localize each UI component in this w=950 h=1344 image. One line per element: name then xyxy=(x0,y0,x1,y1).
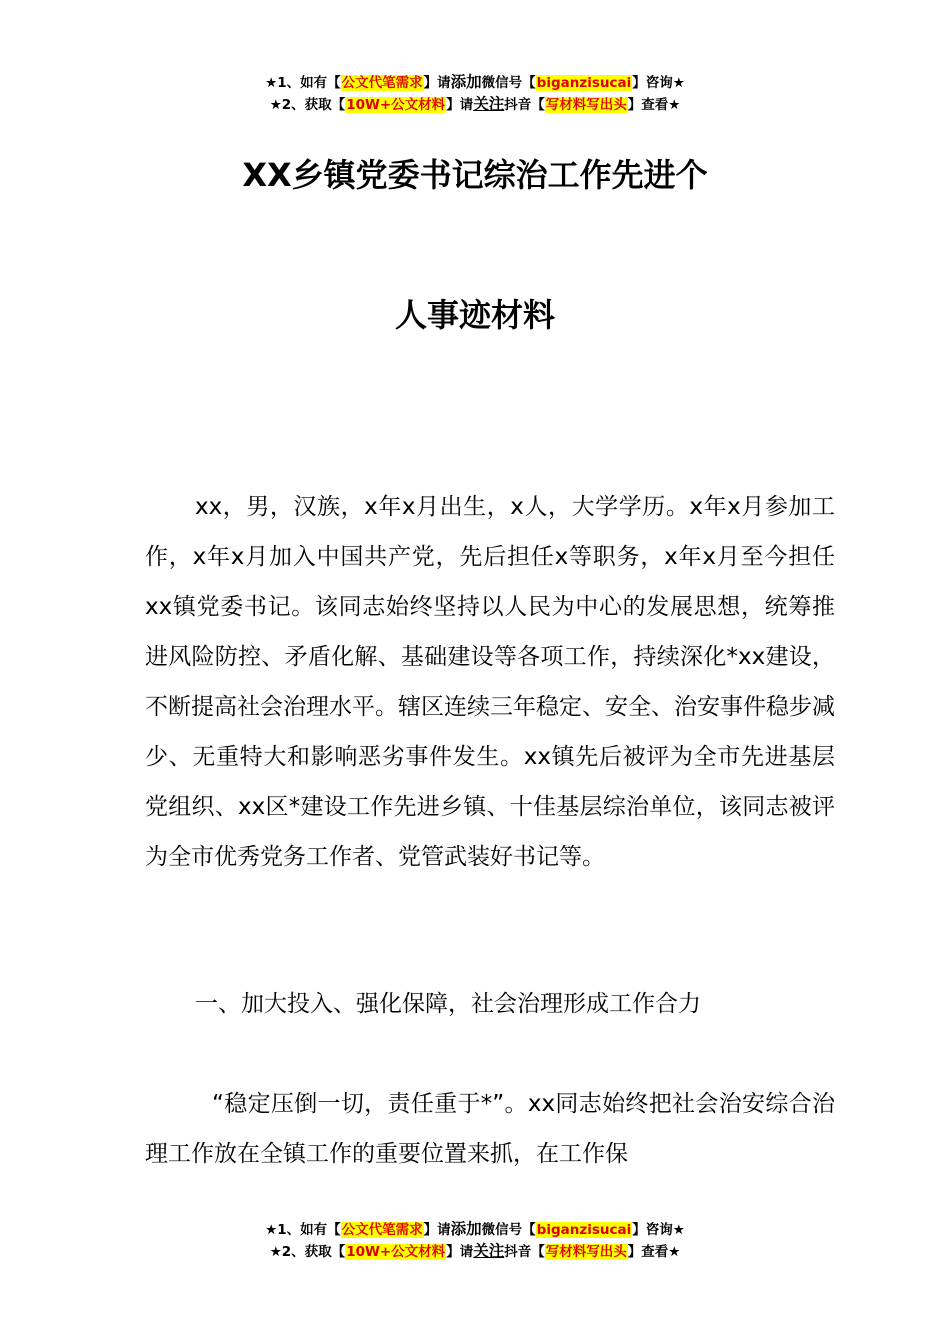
banner-highlight-wechat: biganzisucai xyxy=(536,1222,632,1238)
banner-text: 抖音【 xyxy=(504,1244,545,1260)
document-title-line-2: 人事迹材料 xyxy=(394,296,555,334)
banner-text: 微信号【 xyxy=(481,1222,536,1238)
document-title-line-1: XX乡镇党委书记综治工作先进个 xyxy=(242,156,708,194)
banner-emphasis: 添加 xyxy=(450,1220,482,1238)
banner-text: 】请 xyxy=(423,75,451,91)
banner-text: 】咨询★ xyxy=(632,1222,685,1238)
banner-line-2 xyxy=(0,1240,950,1262)
body-paragraph-intro: xx，男，汉族，x年x月出生，x人，大学学历。x年x月参加工作，x年x月加入中国共产党，先后担任x等职务，x年x月至今担任xx镇党委书记。该同志始终坚持以人民为中心的发展思想，统筹推进风险防控、矛盾化解、基础建设等各项工作，持续深化*xx建设，不断提高社会治理水平。辖区连续三年稳定、安全、治安事件稳步减少、无重特大和影响恶劣事件发生。xx镇先后被评为全市先进基层党组织、xx区*建设工作先进乡镇、十佳基层综治单位，该同志被评为全市优秀党务工作者、党管武装好书记等。 xyxy=(145,494,835,870)
banner-text: ★1、如有【 xyxy=(265,75,341,91)
banner-emphasis: 关注 xyxy=(473,95,505,113)
banner-highlight-douyin: 写材料写出头 xyxy=(545,97,627,113)
banner-highlight-wechat: biganzisucai xyxy=(536,75,632,91)
banner-text: ★1、如有【 xyxy=(265,1222,341,1238)
banner-emphasis: 关注 xyxy=(473,1242,505,1260)
banner-text: 】请 xyxy=(423,1222,451,1238)
banner-highlight-douyin: 写材料写出头 xyxy=(545,1244,627,1260)
banner-text: 】请 xyxy=(446,1244,474,1260)
banner-text: 】查看★ xyxy=(627,1244,681,1260)
banner-emphasis: 添加 xyxy=(450,73,482,91)
banner-highlight: 10W+公文材料 xyxy=(346,97,446,113)
banner-text: 】查看★ xyxy=(627,97,681,113)
banner-text: 微信号【 xyxy=(481,75,536,91)
banner-text: ★2、获取【 xyxy=(269,1244,346,1260)
banner-line-2 xyxy=(0,93,950,115)
banner-text: 】请 xyxy=(446,97,474,113)
banner-text: ★2、获取【 xyxy=(269,97,346,113)
banner-highlight: 10W+公文材料 xyxy=(346,1244,446,1260)
header-banner xyxy=(0,71,950,115)
body-paragraph-section-1: “稳定压倒一切，责任重于*”。xx同志始终把社会治安综合治理工作放在全镇工作的重要位置来抓，在工作保 xyxy=(145,1091,835,1167)
banner-highlight: 公文代笔需求 xyxy=(341,75,423,91)
banner-line-1 xyxy=(0,1218,950,1240)
banner-highlight: 公文代笔需求 xyxy=(341,1222,423,1238)
footer-banner xyxy=(0,1218,950,1262)
banner-line-1 xyxy=(0,71,950,93)
banner-text: 】咨询★ xyxy=(632,75,685,91)
banner-text: 抖音【 xyxy=(504,97,545,113)
section-heading-1: 一、加大投入、强化保障，社会治理形成工作合力 xyxy=(195,991,701,1017)
